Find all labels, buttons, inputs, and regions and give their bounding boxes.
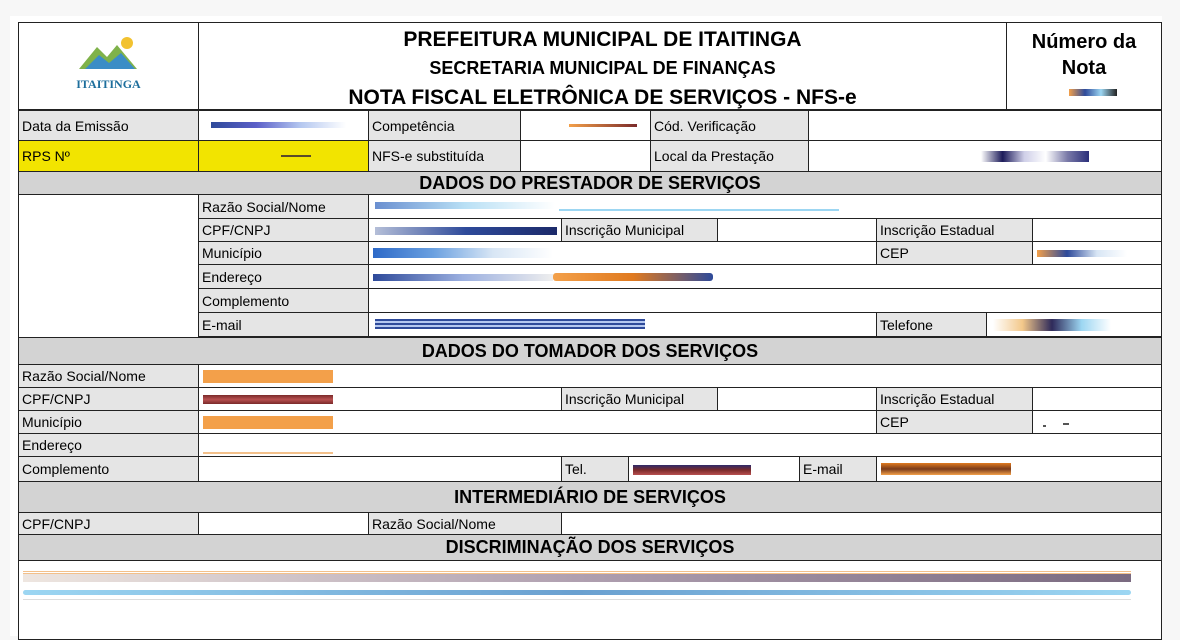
redacted-field bbox=[203, 452, 333, 454]
discriminacao-body bbox=[18, 560, 1162, 640]
tomador-complemento-value bbox=[198, 456, 562, 482]
nfse-substituida-value bbox=[520, 140, 651, 172]
tomador-cpf-label: CPF/CNPJ bbox=[18, 387, 199, 411]
data-emissao-value bbox=[198, 110, 369, 141]
document-sheet bbox=[10, 16, 1162, 636]
title-box bbox=[198, 22, 1007, 110]
prestador-municipio-value bbox=[368, 241, 877, 265]
intermediario-cpf-label: CPF/CNPJ bbox=[18, 512, 199, 535]
tomador-complemento-label: Complemento bbox=[18, 456, 199, 482]
nfse-substituida-label: NFS-e substituída bbox=[368, 140, 521, 172]
tomador-insc-mun-label: Inscrição Municipal bbox=[561, 387, 718, 411]
prestador-razao-label: Razão Social/Nome bbox=[198, 194, 369, 219]
prestador-insc-est-value bbox=[1032, 218, 1162, 242]
tomador-cep-label: CEP bbox=[876, 410, 1033, 434]
redacted-field bbox=[881, 463, 1011, 475]
redacted-field bbox=[569, 124, 637, 127]
tomador-tel-label: Tel. bbox=[561, 456, 629, 482]
redacted-field bbox=[375, 227, 557, 235]
prestador-section-header: DADOS DO PRESTADOR DE SERVIÇOS bbox=[18, 171, 1162, 195]
prestador-email-value bbox=[368, 312, 877, 337]
tomador-tel-value bbox=[628, 456, 800, 482]
intermediario-cpf-value bbox=[198, 512, 369, 535]
redacted-field bbox=[281, 155, 311, 157]
prestador-razao-value bbox=[368, 194, 1162, 219]
prestador-cpf-label: CPF/CNPJ bbox=[198, 218, 369, 242]
logo-icon bbox=[75, 33, 145, 75]
redacted-field bbox=[23, 574, 1131, 582]
tomador-email-label: E-mail bbox=[799, 456, 877, 482]
numero-nota-box bbox=[1006, 22, 1162, 110]
tomador-cep-value bbox=[1032, 410, 1162, 434]
prestador-insc-mun-label: Inscrição Municipal bbox=[561, 218, 718, 242]
prestador-email-label: E-mail bbox=[198, 312, 369, 337]
prestador-cpf-value bbox=[368, 218, 562, 242]
prestador-endereco-label: Endereço bbox=[198, 264, 369, 289]
prestador-municipio-label: Município bbox=[198, 241, 369, 265]
redacted-field bbox=[375, 202, 555, 209]
intermediario-razao-value bbox=[561, 512, 1162, 535]
tomador-razao-value bbox=[198, 364, 1162, 388]
prestador-complemento-label: Complemento bbox=[198, 288, 369, 313]
rps-label: RPS Nº bbox=[18, 140, 199, 172]
logo-box bbox=[18, 22, 199, 110]
competencia-value bbox=[520, 110, 651, 141]
numero-label-1: Número da bbox=[1031, 31, 1137, 53]
redacted-field bbox=[981, 151, 1089, 162]
intermediario-razao-label: Razão Social/Nome bbox=[368, 512, 562, 535]
cod-verificacao-value bbox=[808, 110, 1162, 141]
redacted-field bbox=[633, 465, 751, 475]
prestador-insc-mun-value bbox=[717, 218, 877, 242]
tomador-insc-mun-value bbox=[717, 387, 877, 411]
numero-label-2: Nota bbox=[1061, 57, 1107, 79]
tomador-municipio-value bbox=[198, 410, 877, 434]
prestador-complemento-value bbox=[368, 288, 1162, 313]
tomador-section-header: DADOS DO TOMADOR DOS SERVIÇOS bbox=[18, 337, 1162, 365]
redacted-field bbox=[23, 599, 1131, 600]
redacted-field bbox=[1063, 423, 1069, 425]
tomador-endereco-value bbox=[198, 433, 1162, 457]
title-line-3: NOTA FISCAL ELETRÔNICA DE SERVIÇOS - NFS-e bbox=[348, 86, 857, 109]
redacted-field bbox=[23, 590, 1131, 595]
tomador-email-value bbox=[876, 456, 1162, 482]
cod-verificacao-label: Cód. Verificação bbox=[650, 110, 809, 141]
redacted-field bbox=[559, 209, 839, 211]
tomador-razao-label: Razão Social/Nome bbox=[18, 364, 199, 388]
tomador-insc-est-value bbox=[1032, 387, 1162, 411]
prestador-insc-est-label: Inscrição Estadual bbox=[876, 218, 1033, 242]
prestador-telefone-value bbox=[986, 312, 1162, 337]
redacted-field bbox=[553, 273, 713, 281]
prestador-logo-area bbox=[18, 194, 199, 349]
redacted-field bbox=[203, 395, 333, 404]
tomador-municipio-label: Município bbox=[18, 410, 199, 434]
tomador-endereco-label: Endereço bbox=[18, 433, 199, 457]
prestador-endereco-value bbox=[368, 264, 1162, 289]
title-line-2: SECRETARIA MUNICIPAL DE FINANÇAS bbox=[429, 58, 776, 78]
competencia-label: Competência bbox=[368, 110, 521, 141]
redacted-field bbox=[993, 319, 1111, 331]
redacted-field bbox=[373, 274, 553, 281]
tomador-insc-est-label: Inscrição Estadual bbox=[876, 387, 1033, 411]
title-line-1: PREFEITURA MUNICIPAL DE ITAITINGA bbox=[403, 28, 802, 51]
data-emissao-label: Data da Emissão bbox=[18, 110, 199, 141]
local-prestacao-label: Local da Prestação bbox=[650, 140, 809, 172]
redacted-field bbox=[203, 370, 333, 383]
local-prestacao-value bbox=[808, 140, 1162, 172]
tomador-cpf-value bbox=[198, 387, 562, 411]
redacted-field bbox=[1043, 425, 1046, 427]
redacted-field bbox=[1037, 250, 1127, 257]
prestador-cep-value bbox=[1032, 241, 1162, 265]
rps-value bbox=[198, 140, 369, 172]
logo-text: ITAITINGA bbox=[76, 77, 141, 91]
discriminacao-section-header: DISCRIMINAÇÃO DOS SERVIÇOS bbox=[18, 534, 1162, 561]
redacted-field bbox=[203, 416, 333, 429]
redacted-field bbox=[211, 122, 346, 128]
numero-redacted bbox=[1069, 89, 1117, 96]
prestador-telefone-label: Telefone bbox=[876, 312, 987, 337]
intermediario-section-header: INTERMEDIÁRIO DE SERVIÇOS bbox=[18, 481, 1162, 513]
redacted-field bbox=[375, 319, 645, 329]
prestador-cep-label: CEP bbox=[876, 241, 1033, 265]
redacted-field bbox=[373, 248, 553, 258]
